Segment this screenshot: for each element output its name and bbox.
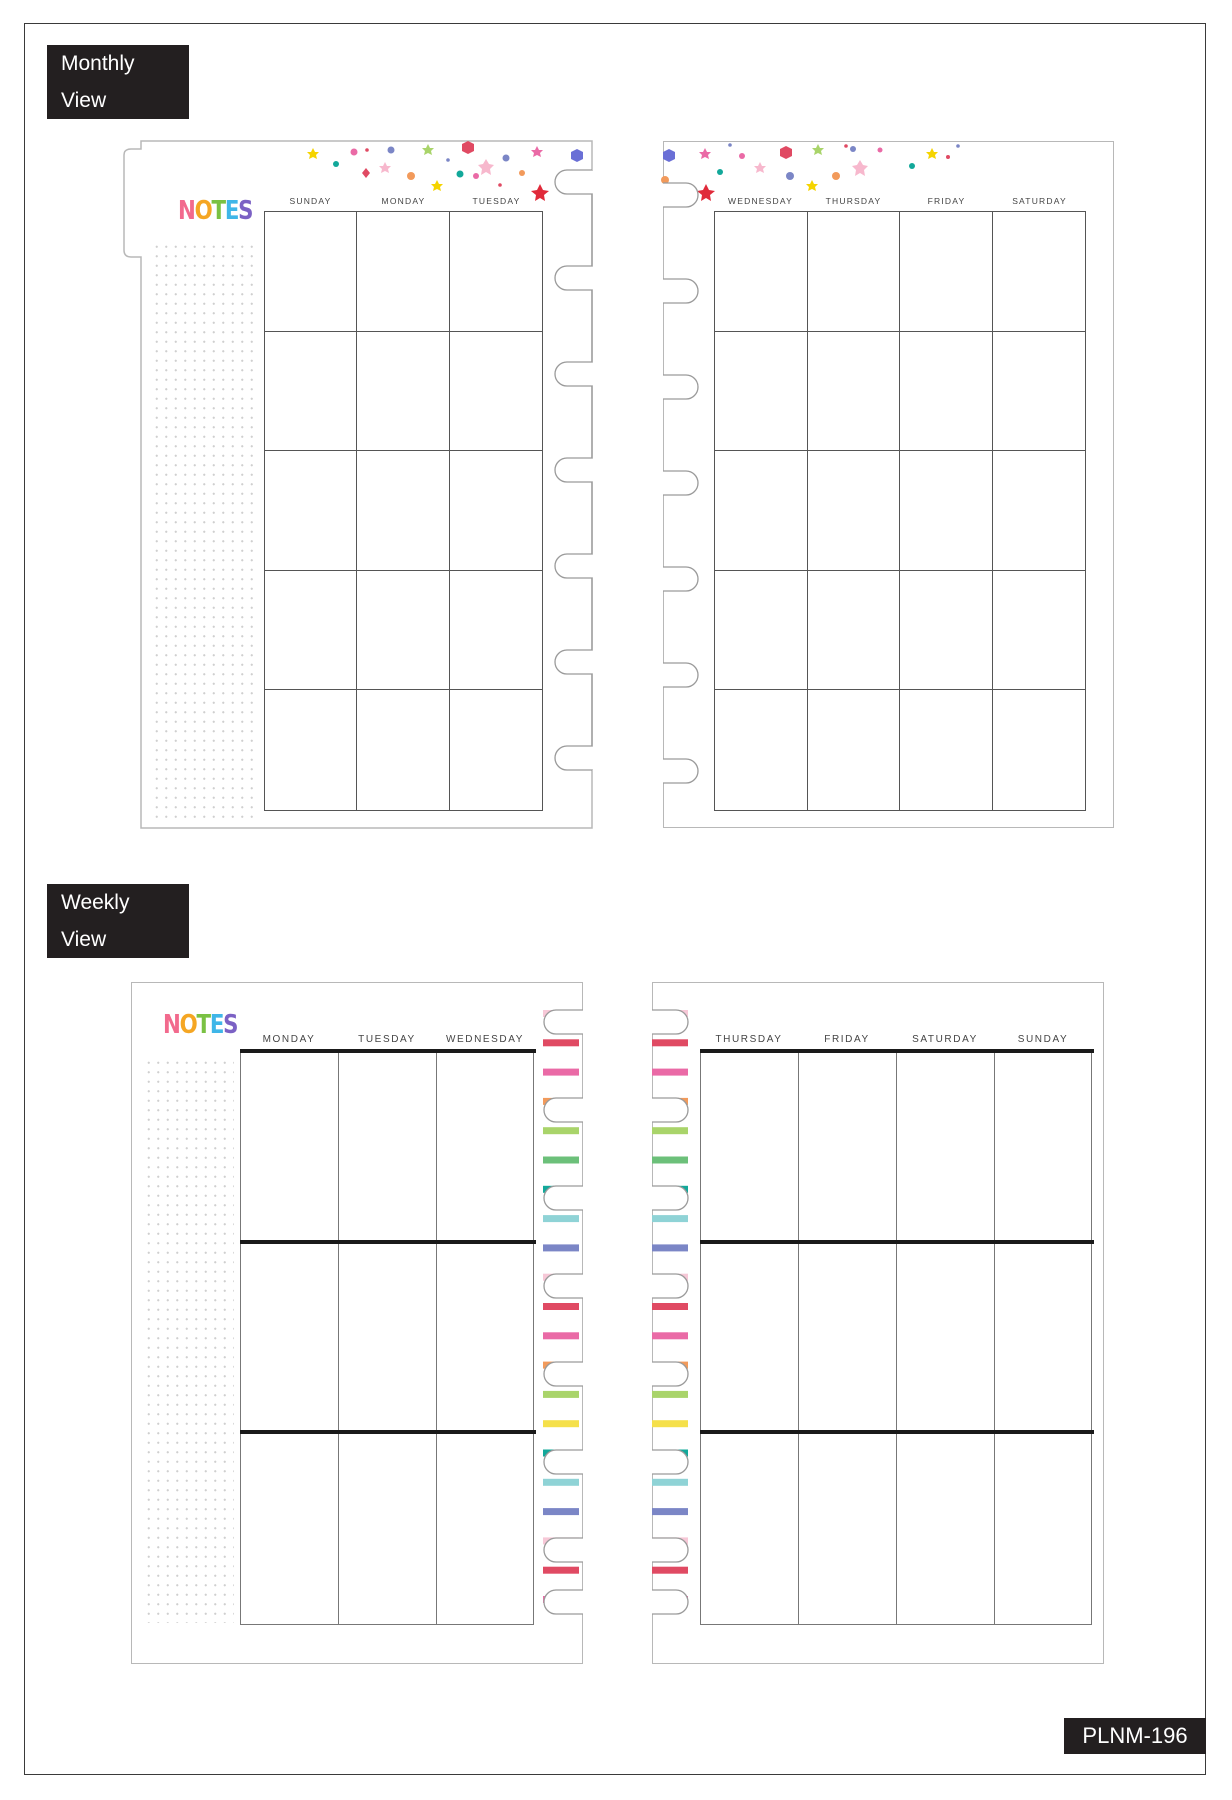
monthly-notes-title: NOTES bbox=[178, 196, 253, 226]
weekly-notes-title: NOTES bbox=[163, 1010, 238, 1040]
weekly-right-stripe bbox=[652, 1069, 688, 1076]
weekly-left-stripe bbox=[543, 1420, 579, 1427]
disc-ring-icon bbox=[544, 1098, 583, 1122]
disc-ring-icon bbox=[544, 1362, 583, 1386]
weekly-left-stripe bbox=[543, 1391, 579, 1398]
weekly-right-stripe bbox=[652, 1391, 688, 1398]
monthly-day-friday: FRIDAY bbox=[927, 196, 966, 206]
disc-ring-icon bbox=[652, 1450, 688, 1474]
weekly-left-stripe bbox=[543, 1303, 579, 1310]
weekly-right-stripe bbox=[652, 1303, 688, 1310]
weekly-day-sunday: SUNDAY bbox=[1017, 1034, 1069, 1045]
monthly-day-tuesday: TUESDAY bbox=[472, 196, 521, 206]
weekly-day-tuesday: TUESDAY bbox=[358, 1034, 416, 1045]
weekly-right-stripe bbox=[652, 1127, 688, 1134]
disc-ring-icon bbox=[652, 1186, 688, 1210]
disc-ring-icon bbox=[652, 1098, 688, 1122]
disc-ring-icon bbox=[652, 1010, 688, 1034]
weekly-left-stripe bbox=[543, 1508, 579, 1515]
weekly-left-stripe bbox=[543, 1157, 579, 1164]
weekly-right-stripe bbox=[652, 1508, 688, 1515]
disc-ring-icon bbox=[544, 1274, 583, 1298]
monthly-day-wednesday: WEDNESDAY bbox=[728, 196, 793, 206]
weekly-left-stripe bbox=[543, 1215, 579, 1222]
weekly-view-label: Weekly View bbox=[47, 884, 189, 958]
weekly-left-stripe bbox=[543, 1567, 579, 1574]
weekly-right-stripe bbox=[652, 1039, 688, 1046]
monthly-day-saturday: SATURDAY bbox=[1012, 196, 1067, 206]
weekly-day-wednesday: WEDNESDAY bbox=[445, 1034, 525, 1045]
weekly-left-stripe bbox=[543, 1039, 579, 1046]
weekly-right-stripe bbox=[652, 1244, 688, 1251]
weekly-left-stripe bbox=[543, 1479, 579, 1486]
weekly-day-thursday: THURSDAY bbox=[715, 1034, 783, 1045]
weekly-right-stripe bbox=[652, 1479, 688, 1486]
weekly-right-stripe bbox=[652, 1215, 688, 1222]
weekly-day-monday: MONDAY bbox=[262, 1034, 316, 1045]
weekly-left-stripe bbox=[543, 1244, 579, 1251]
disc-ring-icon bbox=[652, 1362, 688, 1386]
disc-ring-icon bbox=[652, 1590, 688, 1614]
weekly-left-stripe bbox=[543, 1069, 579, 1076]
disc-ring-icon bbox=[544, 1010, 583, 1034]
disc-ring-icon bbox=[652, 1274, 688, 1298]
disc-ring-icon bbox=[544, 1450, 583, 1474]
weekly-left-stripe bbox=[543, 1127, 579, 1134]
disc-ring-icon bbox=[652, 1538, 688, 1562]
monthly-day-monday: MONDAY bbox=[381, 196, 426, 206]
monthly-view-label: Monthly View bbox=[47, 45, 189, 119]
weekly-right-stripe bbox=[652, 1332, 688, 1339]
disc-ring-icon bbox=[544, 1590, 583, 1614]
monthly-day-sunday: SUNDAY bbox=[289, 196, 332, 206]
product-code-label: PLNM-196 bbox=[1064, 1718, 1206, 1754]
weekly-left-stripe bbox=[543, 1332, 579, 1339]
weekly-right-stripe bbox=[652, 1420, 688, 1427]
weekly-right-stripe bbox=[652, 1567, 688, 1574]
weekly-day-saturday: SATURDAY bbox=[912, 1034, 978, 1045]
weekly-day-friday: FRIDAY bbox=[824, 1034, 870, 1045]
disc-ring-icon bbox=[544, 1538, 583, 1562]
weekly-right-stripe bbox=[652, 1157, 688, 1164]
monthly-day-thursday: THURSDAY bbox=[825, 196, 882, 206]
disc-ring-icon bbox=[544, 1186, 583, 1210]
